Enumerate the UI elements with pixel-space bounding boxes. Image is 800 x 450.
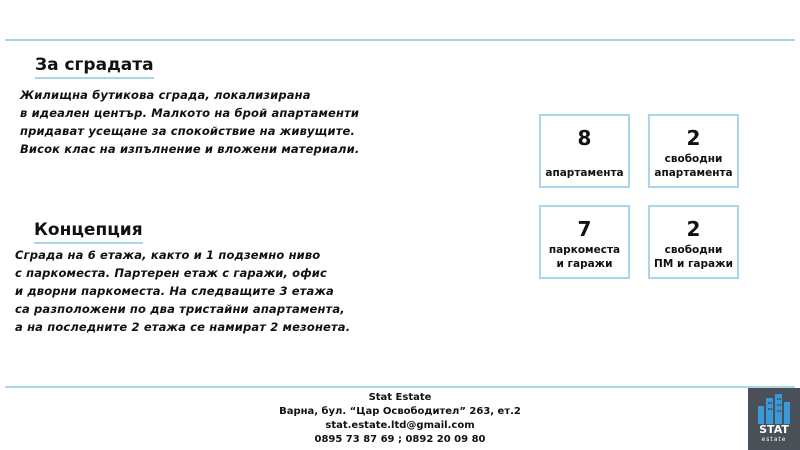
building-heading: За сградата	[35, 55, 154, 79]
stat-label-line: апартамента	[654, 167, 733, 179]
building-line: в идеален център. Малкото на брой апартаменти	[20, 106, 360, 120]
top-divider	[5, 39, 795, 41]
stat-label	[650, 152, 737, 180]
stat-label	[650, 243, 737, 271]
stat-value: 7	[577, 217, 592, 241]
concept-line: и дворни паркоместа. На следващите 3 етажа	[15, 284, 334, 298]
stat-value: 2	[686, 217, 701, 241]
building-line: Висок клас на изпълнение и вложени материали.	[20, 142, 360, 156]
stat-label	[541, 243, 628, 271]
stat-estate-logo	[748, 388, 800, 450]
stat-label-line: свободни	[664, 153, 723, 165]
concept-description	[15, 246, 350, 336]
stat-label-line: паркоместа	[548, 244, 621, 256]
stat-parking	[539, 205, 630, 279]
concept-heading: Концепция	[34, 220, 143, 244]
bottom-divider	[5, 386, 795, 388]
stat-label-line: и гаражи	[556, 258, 613, 270]
building-line: придават усещане за спокойствие на живущите.	[20, 124, 356, 138]
stat-label	[541, 166, 628, 180]
stat-label-line: ПМ и гаражи	[654, 258, 733, 270]
stat-value: 8	[577, 126, 592, 150]
concept-line: а на последните 2 етажа се намират 2 мезонета.	[15, 320, 351, 334]
building-description	[20, 86, 359, 158]
stat-label-line: свободни	[664, 244, 723, 256]
footer-email[interactable]: stat.estate.ltd@gmail.com	[325, 420, 475, 431]
footer-contact	[0, 391, 800, 447]
concept-line: са разположени по два тристайни апартамента,	[15, 302, 345, 316]
stat-label-line: апартамента	[545, 167, 624, 179]
footer-address: Варна, бул. “Цар Освободител” 263, ет.2	[279, 406, 521, 417]
logo-sub: estate	[761, 436, 787, 443]
footer-company: Stat Estate	[368, 392, 432, 403]
footer-phones[interactable]: 0895 73 87 69 ; 0892 20 09 80	[314, 434, 486, 445]
stat-free-apartments	[648, 114, 739, 188]
concept-line: Сграда на 6 етажа, както и 1 подземно ниво	[15, 248, 321, 262]
buildings-icon	[756, 392, 792, 424]
logo-brand: STAT	[759, 423, 789, 436]
building-line: Жилищна бутикова сграда, локализирана	[20, 88, 311, 102]
stat-apartments	[539, 114, 630, 188]
stat-value: 2	[686, 126, 701, 150]
stat-free-parking	[648, 205, 739, 279]
concept-line: с паркоместа. Партерен етаж с гаражи, офис	[15, 266, 327, 280]
